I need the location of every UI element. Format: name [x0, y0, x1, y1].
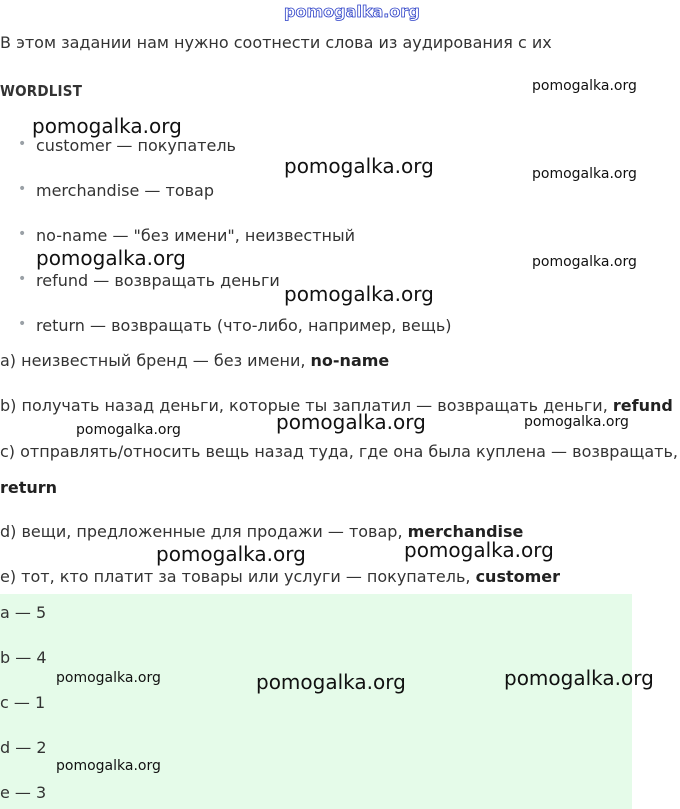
wordlist-item: [18, 271, 280, 290]
watermark: pomogalka.org: [284, 282, 434, 306]
match-text: d) вещи, предложенные для продажи — товар,: [0, 522, 408, 541]
answer-line: e — 3: [0, 783, 47, 802]
watermark: pomogalka.org: [404, 538, 554, 562]
wordlist-item-text: return — возвращать (что-либо, например, вещь): [36, 316, 452, 335]
watermark: pomogalka.org: [532, 78, 637, 94]
match-text: b) получать назад деньги, которые ты заплатил — возвращать деньги,: [0, 396, 613, 415]
wordlist-item: [18, 181, 214, 200]
bullet-icon: •: [18, 136, 27, 152]
answer-line: a — 5: [0, 603, 47, 622]
watermark: pomogalka.org: [504, 666, 654, 690]
watermark: pomogalka.org: [524, 414, 629, 430]
match-line-e: [0, 567, 560, 586]
match-answer: return: [0, 478, 58, 497]
match-answer: merchandise: [407, 522, 524, 541]
wordlist-item-text: no-name — "без имени", неизвестный: [36, 226, 356, 245]
wordlist-item-text: customer — покупатель: [36, 136, 236, 155]
wordlist-heading: WORDLIST: [0, 82, 83, 100]
match-answer: customer: [475, 567, 561, 586]
match-answer: refund: [612, 396, 673, 415]
watermark-top: pomogalka.org: [284, 2, 420, 21]
match-line-c: [0, 442, 678, 461]
intro-text: В этом задании нам нужно соотнести слова из аудирования с их: [0, 33, 552, 52]
answer-line: c — 1: [0, 693, 46, 712]
bullet-icon: •: [18, 316, 27, 332]
answer-line: b — 4: [0, 648, 47, 667]
match-text: c) отправлять/относить вещь назад туда, где она была куплена — возвращать,: [0, 442, 678, 461]
bullet-icon: •: [18, 271, 27, 287]
answer-line: d — 2: [0, 738, 47, 757]
watermark: pomogalka.org: [156, 542, 306, 566]
bullet-icon: •: [18, 181, 27, 197]
watermark: pomogalka.org: [532, 166, 637, 182]
watermark: pomogalka.org: [276, 410, 426, 434]
match-line-a: [0, 351, 389, 370]
answer-box: [0, 594, 632, 809]
match-text: e) тот, кто платит за товары или услуги — покупатель,: [0, 567, 476, 586]
match-answer: no-name: [310, 351, 390, 370]
wordlist-item: [18, 226, 355, 245]
wordlist-item-text: refund — возвращать деньги: [36, 271, 280, 290]
watermark: pomogalka.org: [36, 246, 186, 270]
bullet-icon: •: [18, 226, 27, 242]
watermark: pomogalka.org: [76, 422, 181, 438]
watermark: pomogalka.org: [284, 154, 434, 178]
wordlist-item: [18, 316, 452, 335]
match-text: a) неизвестный бренд — без имени,: [0, 351, 311, 370]
watermark: pomogalka.org: [56, 758, 161, 774]
wordlist-item: [18, 136, 236, 155]
watermark: pomogalka.org: [256, 670, 406, 694]
watermark: pomogalka.org: [32, 114, 182, 138]
watermark: pomogalka.org: [56, 670, 161, 686]
watermark: pomogalka.org: [532, 254, 637, 270]
wordlist-item-text: merchandise — товар: [36, 181, 214, 200]
match-line-c-continued: [0, 478, 57, 497]
